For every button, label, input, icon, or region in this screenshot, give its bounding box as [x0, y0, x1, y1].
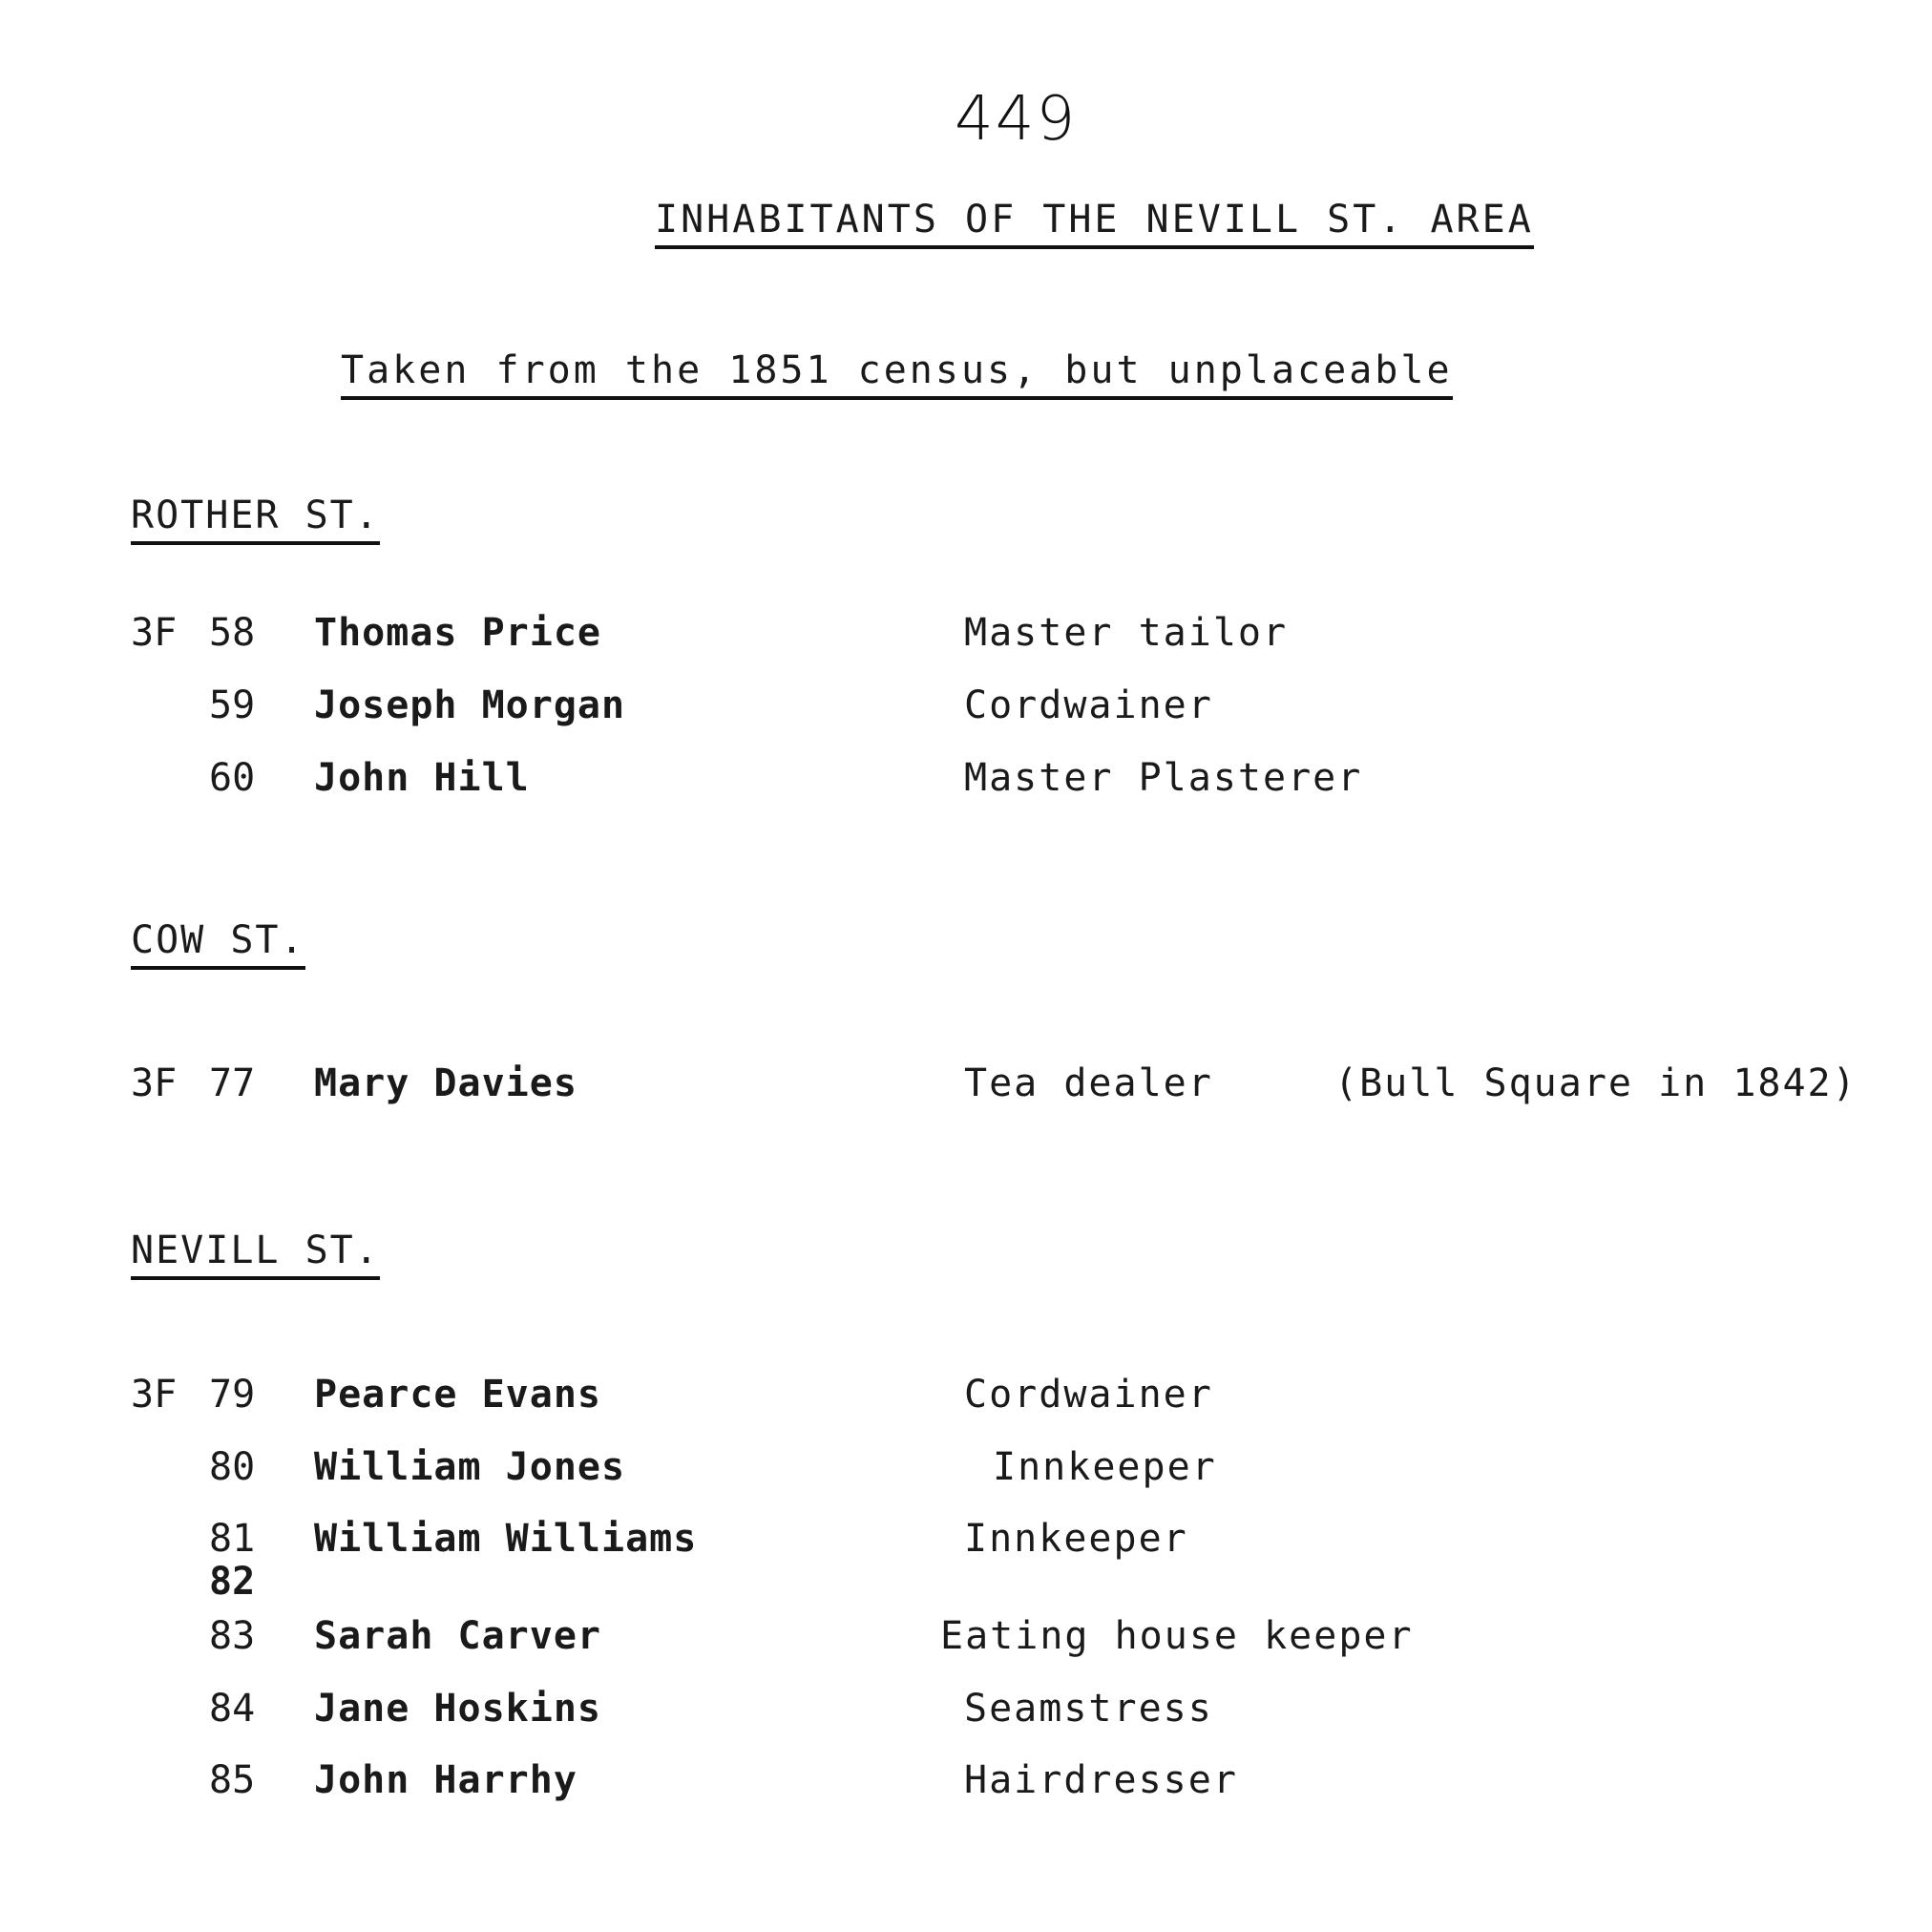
entry-number: 77	[209, 1061, 256, 1105]
entry-name: John Harrhy	[314, 1758, 578, 1802]
entry-name: Jane Hoskins	[314, 1687, 601, 1731]
street-heading-rother: ROTHER ST.	[131, 494, 380, 537]
entry-number: 81	[209, 1517, 256, 1561]
entry-ref: 3F	[131, 1061, 178, 1105]
entry-name: Thomas Price	[314, 611, 601, 655]
entry-name: William Williams	[314, 1517, 698, 1561]
entry-note: (Bull Square in 1842)	[1334, 1061, 1858, 1105]
page-number: 449	[955, 84, 1078, 155]
street-heading-nevill: NEVILL ST.	[131, 1228, 380, 1272]
entry-number: 59	[209, 683, 256, 727]
page-subtitle: Taken from the 1851 census, but unplaceable	[341, 348, 1453, 400]
entry-occupation: Master Plasterer	[964, 756, 1363, 800]
entry-number: 84	[209, 1687, 256, 1731]
entry-number: 58	[209, 611, 256, 655]
entry-occupation: Master tailor	[964, 611, 1289, 655]
page-title: INHABITANTS OF THE NEVILL ST. AREA	[655, 198, 1534, 249]
entry-occupation: Seamstress	[964, 1687, 1213, 1731]
entry-occupation: Innkeeper	[964, 1517, 1188, 1561]
entry-name: Pearce Evans	[314, 1373, 601, 1417]
entry-occupation: Eating house keeper	[940, 1614, 1414, 1658]
entry-name: Mary Davies	[314, 1061, 578, 1105]
entry-ref: 3F	[131, 1373, 178, 1417]
entry-name: William Jones	[314, 1445, 626, 1489]
entry-number: 60	[209, 756, 256, 800]
entry-number: 79	[209, 1373, 256, 1417]
entry-number: 80	[209, 1445, 256, 1489]
entry-number: 85	[209, 1758, 256, 1802]
entry-name: John Hill	[314, 756, 530, 800]
entry-occupation: Innkeeper	[993, 1445, 1217, 1489]
entry-name: Sarah Carver	[314, 1614, 601, 1658]
street-heading-cow: COW ST.	[131, 918, 305, 962]
entry-occupation: Cordwainer	[964, 1373, 1213, 1417]
entry-ref: 3F	[131, 611, 178, 655]
entry-occupation: Cordwainer	[964, 683, 1213, 727]
entry-name: Joseph Morgan	[314, 683, 626, 727]
entry-occupation: Tea dealer	[964, 1061, 1213, 1105]
entry-number: 83	[209, 1614, 256, 1658]
entry-number-overstruck: 82	[209, 1560, 256, 1604]
entry-occupation: Hairdresser	[964, 1758, 1238, 1802]
